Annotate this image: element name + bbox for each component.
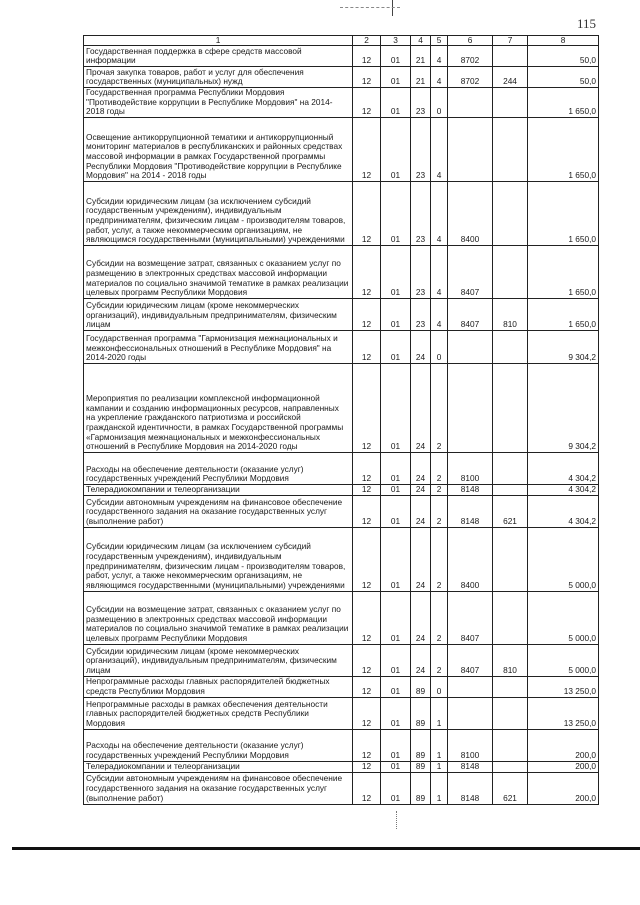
row-col-5: 0: [431, 331, 448, 364]
row-col-6: [448, 118, 493, 182]
row-col-5: 1: [431, 772, 448, 804]
row-col-3: 01: [381, 772, 411, 804]
row-col-2: 12: [353, 527, 381, 591]
row-col-6: 8400: [448, 182, 493, 246]
row-col-6: 8702: [448, 46, 493, 67]
row-col-2: 12: [353, 453, 381, 485]
row-col-3: 01: [381, 591, 411, 644]
row-col-3: 01: [381, 644, 411, 676]
row-col-3: 01: [381, 364, 411, 453]
table-body: [84, 36, 599, 805]
row-name: Субсидии юридическим лицам (кроме некоммерческих организаций), индивидуальным предпринимателям, физическим лицам: [84, 644, 353, 676]
row-col-7: [493, 761, 528, 772]
row-col-6: 8400: [448, 527, 493, 591]
row-col-7: 810: [493, 299, 528, 331]
row-col-7: [493, 182, 528, 246]
row-col-5: 4: [431, 118, 448, 182]
row-amount: 9 304,2: [528, 331, 599, 364]
row-name: Прочая закупка товаров, работ и услуг для обеспечения государственных (муниципальных) нужд: [84, 67, 353, 88]
row-col-7: [493, 453, 528, 485]
row-col-4: 24: [411, 364, 431, 453]
row-col-6: 8148: [448, 495, 493, 527]
row-col-3: 01: [381, 331, 411, 364]
row-col-4: 24: [411, 527, 431, 591]
row-col-2: 12: [353, 495, 381, 527]
row-col-4: 23: [411, 182, 431, 246]
row-col-2: 12: [353, 644, 381, 676]
row-col-7: [493, 697, 528, 729]
header-col-8: 8: [528, 36, 599, 46]
page-number: 115: [577, 16, 597, 31]
row-col-5: 4: [431, 67, 448, 88]
row-col-3: 01: [381, 246, 411, 299]
row-col-2: 12: [353, 676, 381, 697]
row-col-3: 01: [381, 182, 411, 246]
row-col-3: 01: [381, 761, 411, 772]
row-col-4: 24: [411, 485, 431, 496]
row-col-2: 12: [353, 485, 381, 496]
table-row: [84, 118, 599, 182]
row-col-6: 8407: [448, 299, 493, 331]
row-name: Государственная программа "Гармонизация межнациональных и межконфессиональных отношений в Республике Мордовия" на 2014-2020 годы: [84, 331, 353, 364]
row-col-2: 12: [353, 67, 381, 88]
row-col-3: 01: [381, 485, 411, 496]
row-col-7: [493, 676, 528, 697]
table-row: [84, 67, 599, 88]
row-col-2: 12: [353, 591, 381, 644]
table-row: [84, 676, 599, 697]
row-col-4: 89: [411, 772, 431, 804]
row-amount: 200,0: [528, 729, 599, 761]
row-col-7: 244: [493, 67, 528, 88]
row-col-6: 8148: [448, 761, 493, 772]
row-col-3: 01: [381, 67, 411, 88]
row-col-3: 01: [381, 697, 411, 729]
row-col-6: [448, 364, 493, 453]
row-col-7: 621: [493, 495, 528, 527]
row-col-5: 1: [431, 761, 448, 772]
row-col-7: [493, 331, 528, 364]
row-col-6: [448, 697, 493, 729]
row-col-4: 24: [411, 644, 431, 676]
row-col-3: 01: [381, 676, 411, 697]
row-amount: 4 304,2: [528, 495, 599, 527]
scan-bottom-mark: [396, 811, 398, 829]
row-col-3: 01: [381, 46, 411, 67]
row-amount: 13 250,0: [528, 676, 599, 697]
row-amount: 200,0: [528, 761, 599, 772]
header-col-5: 5: [431, 36, 448, 46]
row-col-7: [493, 591, 528, 644]
table-row: [84, 246, 599, 299]
row-col-3: 01: [381, 527, 411, 591]
row-col-7: [493, 364, 528, 453]
row-col-7: [493, 729, 528, 761]
row-col-4: 23: [411, 118, 431, 182]
row-col-4: 24: [411, 591, 431, 644]
row-amount: 50,0: [528, 46, 599, 67]
row-name: Государственная поддержка в сфере средств массовой информации: [84, 46, 353, 67]
row-col-6: 8100: [448, 729, 493, 761]
row-col-5: 4: [431, 299, 448, 331]
row-amount: 4 304,2: [528, 485, 599, 496]
row-name: Непрограммные расходы в рамках обеспечения деятельности главных распорядителей бюджетных средств Республики Мордовия: [84, 697, 353, 729]
row-col-6: 8407: [448, 246, 493, 299]
header-col-7: 7: [493, 36, 528, 46]
row-col-7: [493, 88, 528, 118]
row-col-6: [448, 88, 493, 118]
row-col-6: 8407: [448, 591, 493, 644]
row-col-4: 21: [411, 67, 431, 88]
row-name: Непрограммные расходы главных распорядителей бюджетных средств Республики Мордовия: [84, 676, 353, 697]
row-name: Субсидии на возмещение затрат, связанных с оказанием услуг по размещению в электронных средствах массовой информации материалов по социально значимой тематике в рамках реализации целевых программ Республики Мордовия: [84, 246, 353, 299]
row-col-7: [493, 527, 528, 591]
row-amount: 1 650,0: [528, 118, 599, 182]
row-col-3: 01: [381, 88, 411, 118]
row-col-2: 12: [353, 182, 381, 246]
row-col-5: 2: [431, 495, 448, 527]
row-col-5: 4: [431, 46, 448, 67]
row-col-5: 0: [431, 676, 448, 697]
row-col-7: 621: [493, 772, 528, 804]
row-col-4: 21: [411, 46, 431, 67]
row-amount: 5 000,0: [528, 644, 599, 676]
table-row: [84, 364, 599, 453]
table-row: [84, 182, 599, 246]
row-col-7: [493, 485, 528, 496]
row-amount: 13 250,0: [528, 697, 599, 729]
header-col-4: 4: [411, 36, 431, 46]
table-header-row: [84, 36, 599, 46]
table-row: [84, 772, 599, 804]
header-col-3: 3: [381, 36, 411, 46]
row-col-2: 12: [353, 118, 381, 182]
row-col-4: 89: [411, 729, 431, 761]
scan-top-dash: [340, 7, 400, 9]
header-col-1: 1: [84, 36, 353, 46]
row-col-7: [493, 118, 528, 182]
row-name: Государственная программа Республики Мордовия "Противодействие коррупции в Республике Мордовия" на 2014-2018 годы: [84, 88, 353, 118]
page-bottom-rule: [12, 847, 640, 850]
table-row: [84, 591, 599, 644]
row-amount: 50,0: [528, 67, 599, 88]
row-col-4: 23: [411, 299, 431, 331]
header-col-6: 6: [448, 36, 493, 46]
row-name: Субсидии на возмещение затрат, связанных с оказанием услуг по размещению в электронных средствах массовой информации материалов по социально значимой тематике в рамках реализации целевых программ Республики Мордовия: [84, 591, 353, 644]
row-name: Расходы на обеспечение деятельности (оказание услуг) государственных учреждений Республики Мордовия: [84, 453, 353, 485]
row-col-7: [493, 246, 528, 299]
table-row: [84, 88, 599, 118]
row-col-5: 4: [431, 246, 448, 299]
row-col-6: 8148: [448, 772, 493, 804]
row-col-4: 24: [411, 331, 431, 364]
row-name: Субсидии юридическим лицам (кроме некоммерческих организаций), индивидуальным предпринимателям, физическим лицам: [84, 299, 353, 331]
row-amount: 4 304,2: [528, 453, 599, 485]
row-amount: 200,0: [528, 772, 599, 804]
table-row: [84, 299, 599, 331]
table-row: [84, 485, 599, 496]
row-col-6: [448, 676, 493, 697]
table-row: [84, 527, 599, 591]
row-col-3: 01: [381, 729, 411, 761]
table-row: [84, 729, 599, 761]
row-col-6: [448, 331, 493, 364]
row-name: Субсидии автономным учреждениям на финансовое обеспечение государственного задания на оказание государственных услуг (выполнение работ): [84, 495, 353, 527]
row-name: Субсидии автономным учреждениям на финансовое обеспечение государственного задания на оказание государственных услуг (выполнение работ): [84, 772, 353, 804]
row-col-5: 2: [431, 644, 448, 676]
row-col-3: 01: [381, 118, 411, 182]
row-name: Мероприятия по реализации комплексной информационной кампании и созданию информационных ресурсов, направленных на укрепление гражданского патриотизма и российской гражданской идентичности, в рамках Государственной программы «Гармонизация межнациональных и межконфессиональных отношений в Республике Мордовия на 2014-2020 годы: [84, 364, 353, 453]
row-col-4: 89: [411, 676, 431, 697]
row-col-7: 810: [493, 644, 528, 676]
table-row: [84, 644, 599, 676]
header-col-2: 2: [353, 36, 381, 46]
table-row: [84, 761, 599, 772]
row-col-6: 8407: [448, 644, 493, 676]
row-col-2: 12: [353, 697, 381, 729]
row-amount: 1 650,0: [528, 182, 599, 246]
table-row: [84, 453, 599, 485]
row-col-2: 12: [353, 772, 381, 804]
table-row: [84, 495, 599, 527]
row-amount: 1 650,0: [528, 246, 599, 299]
row-col-2: 12: [353, 729, 381, 761]
row-col-5: 2: [431, 527, 448, 591]
table-row: [84, 46, 599, 67]
row-col-3: 01: [381, 299, 411, 331]
row-col-3: 01: [381, 453, 411, 485]
row-col-6: 8148: [448, 485, 493, 496]
row-name: Расходы на обеспечение деятельности (оказание услуг) государственных учреждений Республики Мордовия: [84, 729, 353, 761]
row-col-2: 12: [353, 364, 381, 453]
row-col-4: 89: [411, 761, 431, 772]
row-col-4: 24: [411, 495, 431, 527]
row-amount: 9 304,2: [528, 364, 599, 453]
row-name: Субсидии юридическим лицам (за исключением субсидий государственным учреждениям), индивидуальным предпринимателям, физическим лицам - производителям товаров, работ, услуг, а также некоммерческим организациям, не являющимся государственными (муниципальными) учреждениями: [84, 182, 353, 246]
row-col-4: 24: [411, 453, 431, 485]
row-col-2: 12: [353, 299, 381, 331]
row-col-5: 2: [431, 591, 448, 644]
row-col-5: 0: [431, 88, 448, 118]
row-name: Освещение антикоррупционной тематики и антикоррупционный мониторинг материалов в республиканских и районных средствах массовой информации в рамках Государственной программы Республики Мордовия "Противодействие коррупции в Республике Мордовия" на 2014 - 2018 годы: [84, 118, 353, 182]
row-col-2: 12: [353, 331, 381, 364]
row-amount: 5 000,0: [528, 591, 599, 644]
row-col-5: 1: [431, 729, 448, 761]
row-col-4: 23: [411, 88, 431, 118]
row-col-2: 12: [353, 761, 381, 772]
row-col-2: 12: [353, 88, 381, 118]
row-col-4: 89: [411, 697, 431, 729]
table-row: [84, 697, 599, 729]
row-col-5: 2: [431, 453, 448, 485]
table-row: [84, 331, 599, 364]
row-col-4: 23: [411, 246, 431, 299]
row-col-5: 2: [431, 485, 448, 496]
row-col-5: 2: [431, 364, 448, 453]
row-amount: 1 650,0: [528, 88, 599, 118]
row-amount: 1 650,0: [528, 299, 599, 331]
row-amount: 5 000,0: [528, 527, 599, 591]
row-col-5: 1: [431, 697, 448, 729]
row-col-2: 12: [353, 46, 381, 67]
row-col-7: [493, 46, 528, 67]
row-name: Телерадиокомпании и телеорганизации: [84, 761, 353, 772]
row-col-2: 12: [353, 246, 381, 299]
row-col-6: 8702: [448, 67, 493, 88]
row-col-3: 01: [381, 495, 411, 527]
row-name: Телерадиокомпании и телеорганизации: [84, 485, 353, 496]
row-name: Субсидии юридическим лицам (за исключением субсидий государственным учреждениям), индивидуальным предпринимателям, физическим лицам - производителям товаров, работ, услуг, а также некоммерческим организациям, не являющимся государственными (муниципальными) учреждениями: [84, 527, 353, 591]
row-col-6: 8100: [448, 453, 493, 485]
row-col-5: 4: [431, 182, 448, 246]
budget-table: [83, 35, 599, 805]
